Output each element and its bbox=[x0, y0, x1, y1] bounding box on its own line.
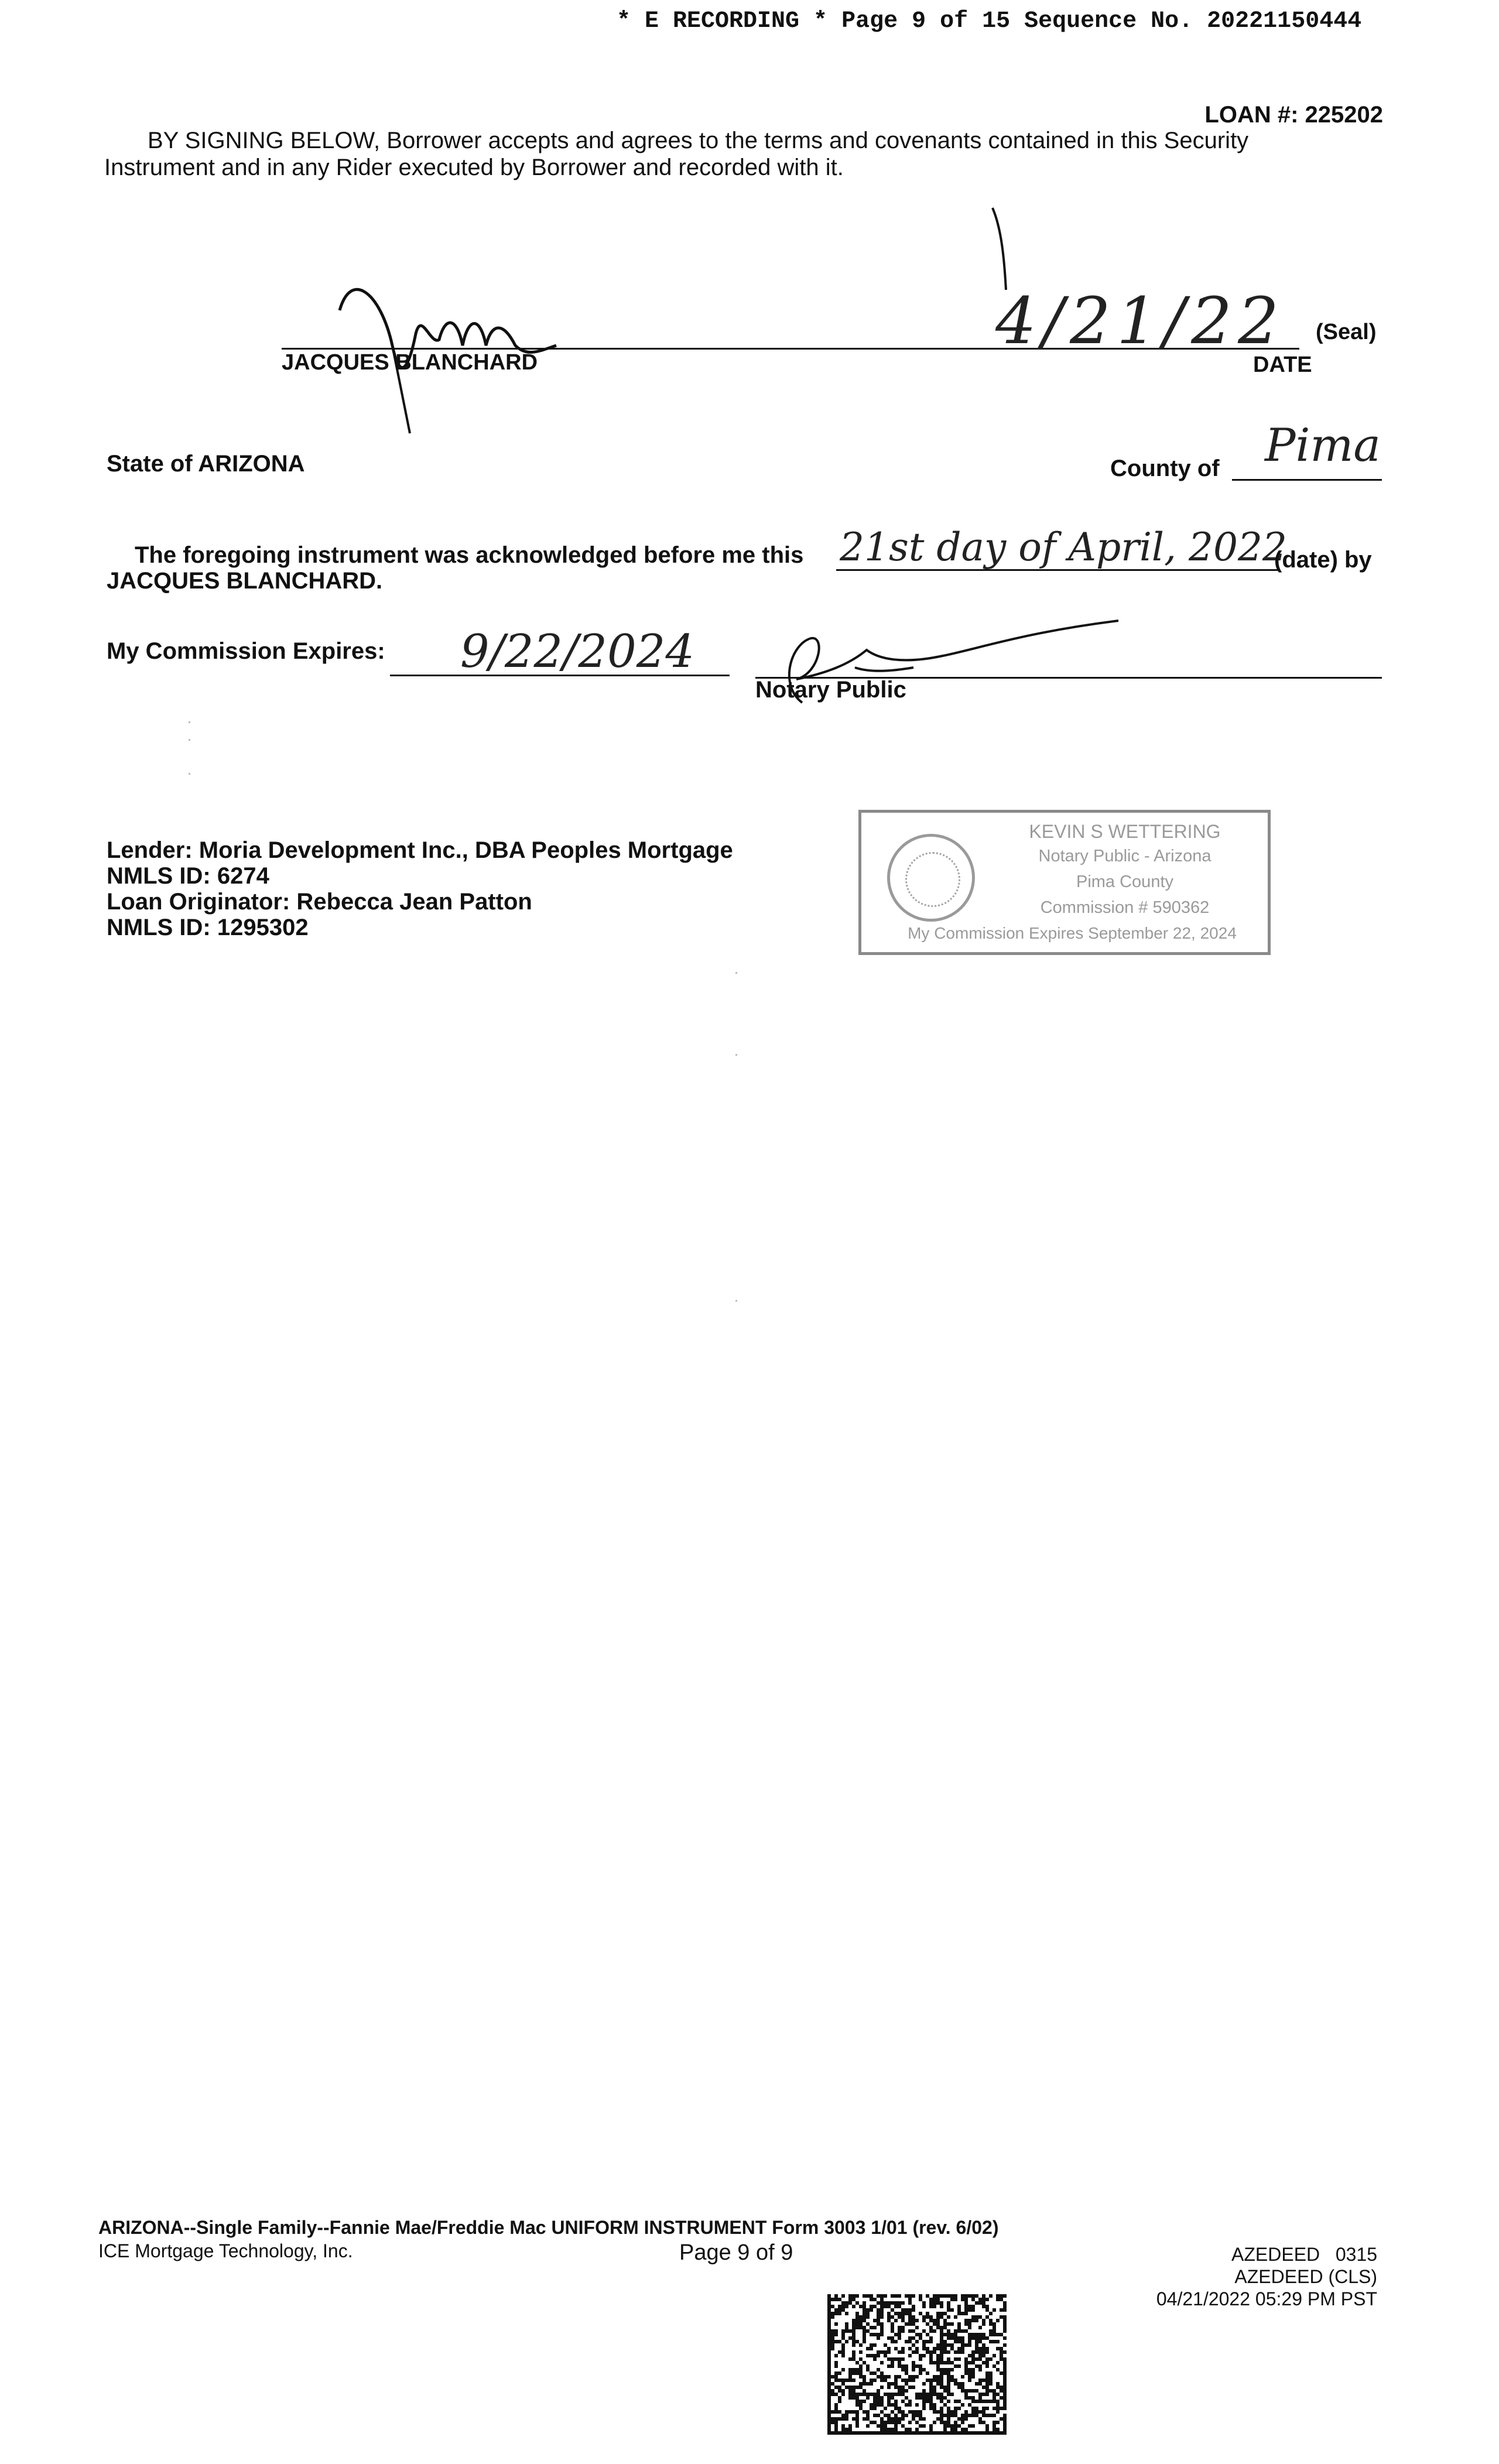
county-label: County of bbox=[1110, 456, 1220, 481]
stamp-notary-name: KEVIN S WETTERING bbox=[1029, 821, 1221, 842]
scan-speck bbox=[189, 721, 190, 723]
2d-barcode-icon bbox=[827, 2294, 1007, 2435]
notary-label: Notary Public bbox=[755, 677, 906, 703]
notary-stamp bbox=[858, 810, 1271, 955]
recording-header: * E RECORDING * Page 9 of 15 Sequence No. 20221150444 bbox=[617, 8, 1362, 35]
county-value: Pima bbox=[1265, 419, 1381, 472]
intro-line-2: Instrument and in any Rider executed by Borrower and recorded with it. bbox=[104, 155, 844, 180]
acknowledgment-signer: JACQUES BLANCHARD. bbox=[107, 568, 383, 594]
borrower-signed-date: 4/21/22 bbox=[995, 283, 1285, 358]
scan-speck bbox=[735, 1054, 737, 1056]
intro-line-1: BY SIGNING BELOW, Borrower accepts and agrees to the terms and covenants contained in this Security bbox=[148, 128, 1249, 153]
footer-timestamp: 04/21/2022 05:29 PM PST bbox=[1156, 2288, 1377, 2309]
footer-code-1: AZEDEED 0315 bbox=[1231, 2244, 1377, 2265]
stamp-expires: My Commission Expires September 22, 2024 bbox=[908, 924, 1237, 942]
state-label: State of ARIZONA bbox=[107, 451, 305, 477]
date-tick-mark bbox=[990, 205, 1013, 293]
lender-line-3: Loan Originator: Rebecca Jean Patton bbox=[107, 889, 532, 915]
stamp-commission: Commission # 590362 bbox=[1040, 898, 1210, 917]
lender-line-1: Lender: Moria Development Inc., DBA Peoples Mortgage bbox=[107, 837, 733, 863]
acknowledgment-suffix: (date) by bbox=[1274, 547, 1372, 573]
footer-form-line: ARIZONA--Single Family--Fannie Mae/Freddie Mac UNIFORM INSTRUMENT Form 3003 1/01 (rev. 6/02) bbox=[98, 2217, 999, 2238]
loan-number: LOAN #: 225202 bbox=[1204, 102, 1383, 128]
footer-page-number: Page 9 of 9 bbox=[679, 2240, 793, 2265]
scan-speck bbox=[189, 773, 190, 775]
seal-label: (Seal) bbox=[1316, 320, 1377, 344]
scan-speck bbox=[189, 739, 190, 741]
footer-company: ICE Mortgage Technology, Inc. bbox=[98, 2240, 353, 2261]
county-line bbox=[1232, 479, 1382, 481]
scan-speck bbox=[735, 972, 737, 974]
lender-line-2: NMLS ID: 6274 bbox=[107, 863, 269, 889]
date-label: DATE bbox=[1253, 353, 1312, 377]
acknowledgment-date-written: 21st day of April, 2022 bbox=[840, 525, 1287, 570]
acknowledgment-text: The foregoing instrument was acknowledged before me this bbox=[135, 542, 804, 568]
scan-speck bbox=[735, 1300, 737, 1302]
footer-code-2: AZEDEED (CLS) bbox=[1234, 2266, 1377, 2287]
stamp-notary-title: Notary Public - Arizona bbox=[1038, 847, 1211, 865]
commission-date-written: 9/22/2024 bbox=[460, 625, 694, 678]
state-seal-icon bbox=[887, 834, 975, 922]
commission-label: My Commission Expires: bbox=[107, 638, 385, 664]
stamp-county: Pima County bbox=[1076, 872, 1173, 891]
borrower-signature bbox=[328, 258, 574, 439]
lender-line-4: NMLS ID: 1295302 bbox=[107, 915, 309, 940]
borrower-name: JACQUES BLANCHARD bbox=[282, 350, 538, 375]
